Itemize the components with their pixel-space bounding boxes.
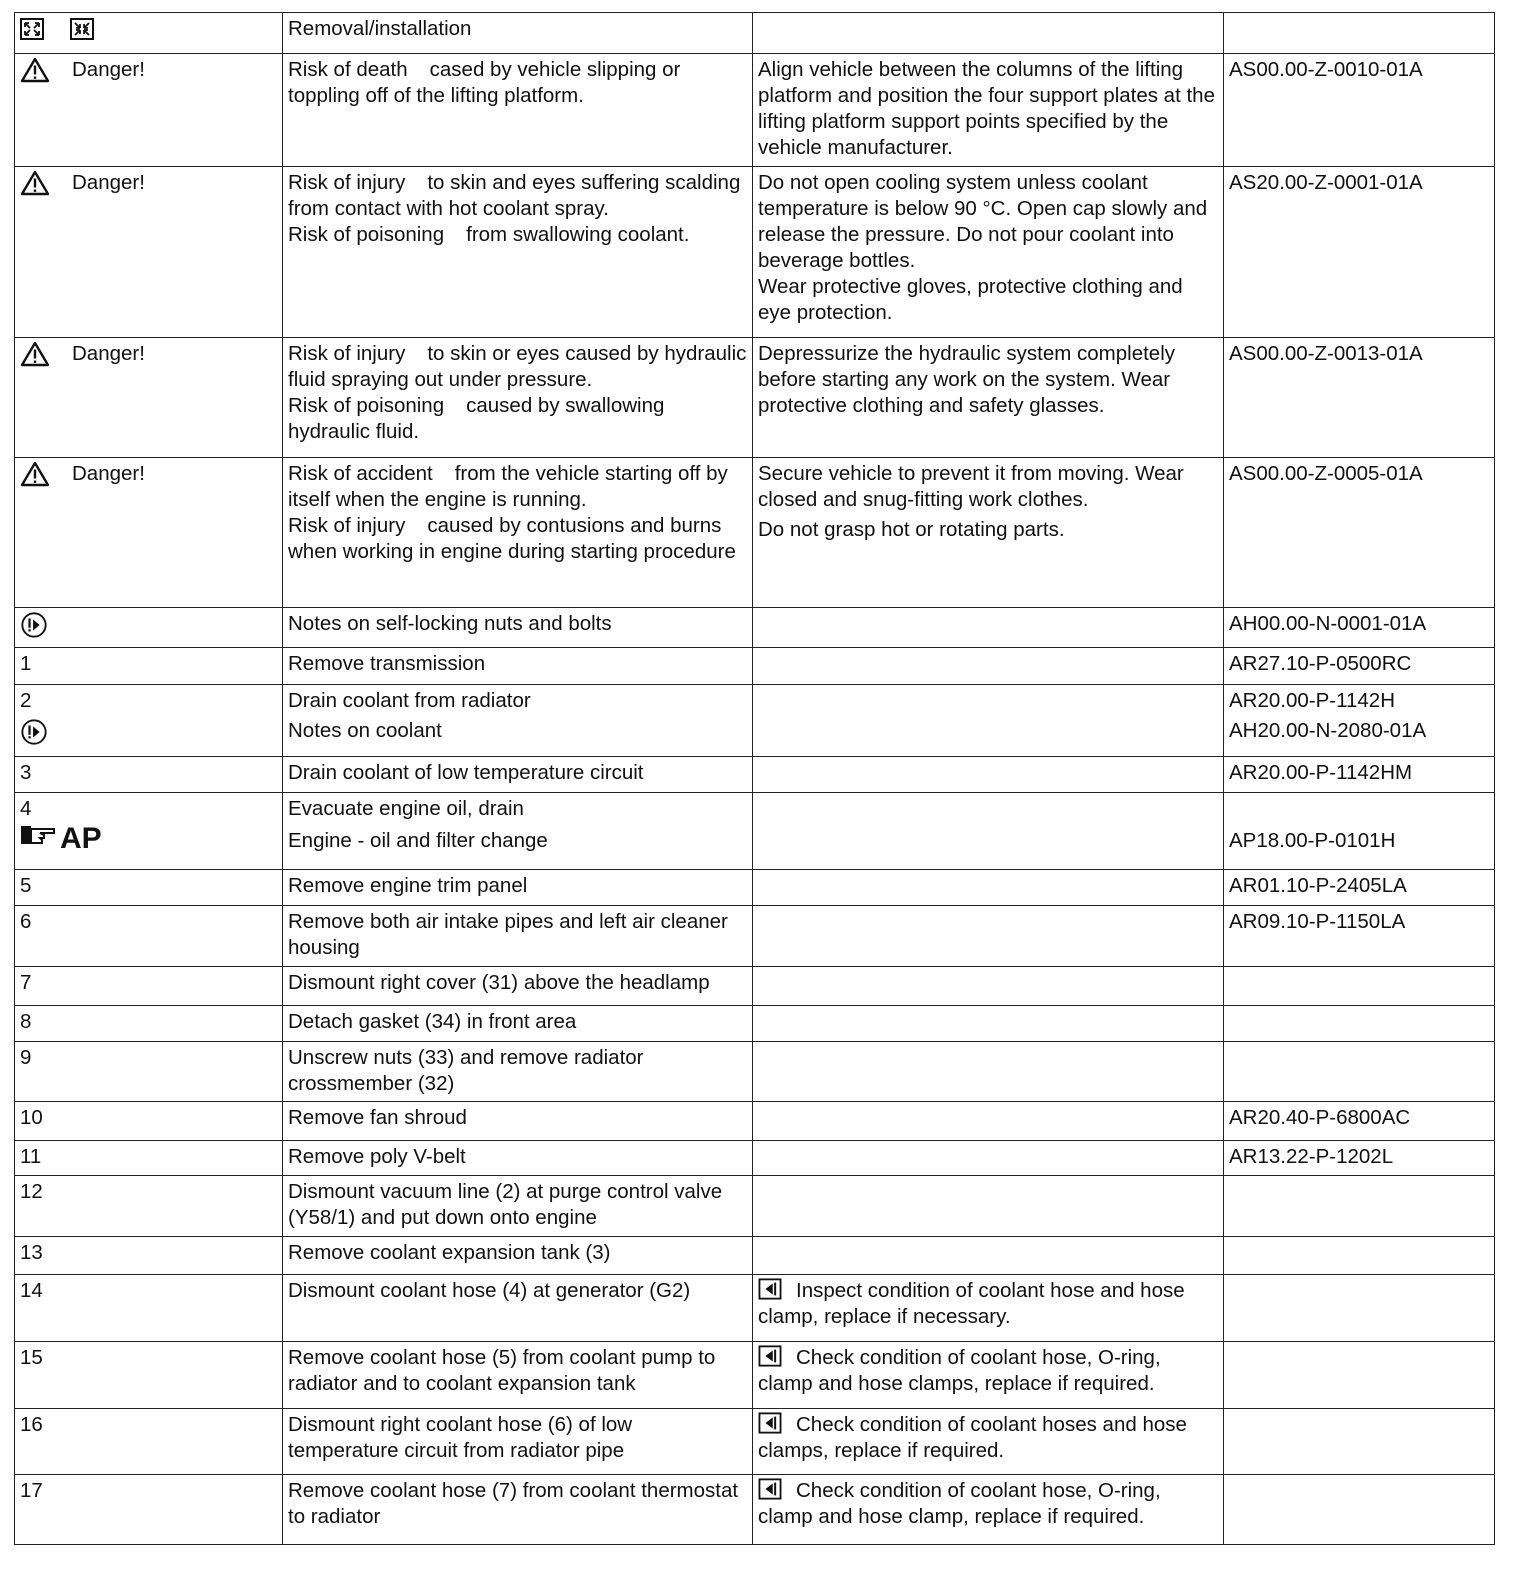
danger-label: Danger! — [72, 342, 145, 365]
step-text: Evacuate engine oil, drain — [288, 797, 524, 820]
step-row — [15, 1275, 1495, 1342]
step-number: 9 — [15, 1042, 283, 1102]
remedy-text: Do not open cooling system unless coolant temperature is below 90 °C. Open cap slowly and release the pressure. Do not pour coolant into beverage bottles. — [758, 171, 1208, 272]
danger-label: Danger! — [72, 58, 145, 81]
check-text: Inspect condition of coolant hose and hose clamp, replace if necessary. — [758, 1279, 1185, 1328]
reference-link[interactable]: AR20.00-P-1142H — [1229, 689, 1395, 712]
risk-cell — [283, 458, 753, 608]
header-icons-cell — [15, 13, 283, 54]
step-number: 1 — [15, 648, 283, 685]
risk-keyword: Risk of poisoning — [288, 223, 445, 246]
reference-link[interactable]: AS00.00-Z-0005-01A — [1229, 462, 1423, 485]
danger-row — [15, 54, 1495, 167]
remedy-text: Wear protective gloves, protective clothing and eye protection. — [758, 275, 1183, 324]
note-row — [15, 608, 1495, 648]
risk-cell — [283, 167, 753, 338]
reference-link[interactable]: AR13.22-P-1202L — [1229, 1145, 1394, 1168]
step-number: 5 — [15, 870, 283, 906]
step-number: 8 — [15, 1006, 283, 1042]
warning-triangle-icon — [20, 341, 50, 367]
step-row — [15, 648, 1495, 685]
remedy-cell — [753, 167, 1224, 338]
step-text: Remove coolant hose (7) from coolant thermostat to radiator — [283, 1475, 753, 1545]
step-text: Drain coolant from radiator — [288, 689, 531, 712]
note-icon — [20, 611, 277, 639]
risk-text: from swallowing coolant. — [466, 223, 690, 246]
step-number: 10 — [15, 1102, 283, 1141]
risk-text: caused by swallowing hydraulic fluid. — [288, 394, 665, 443]
reference-link[interactable]: AH20.00-N-2080-01A — [1229, 719, 1427, 742]
step-number: 11 — [15, 1141, 283, 1176]
step-text: Dismount right cover (31) above the headlamp — [283, 967, 753, 1006]
step-row — [15, 685, 1495, 757]
danger-row — [15, 167, 1495, 338]
check-text: Check condition of coolant hose, O-ring, clamp and hose clamps, replace if required. — [758, 1346, 1161, 1395]
step-text: Remove transmission — [283, 648, 753, 685]
remedy-text: Do not grasp hot or rotating parts. — [758, 518, 1065, 541]
risk-keyword: Risk of accident — [288, 462, 433, 485]
step-number: 13 — [15, 1237, 283, 1275]
risk-keyword: Risk of injury — [288, 514, 406, 537]
step-text: Remove poly V-belt — [283, 1141, 753, 1176]
step-text: Dismount vacuum line (2) at purge control valve (Y58/1) and put down onto engine — [283, 1176, 753, 1237]
reference-link[interactable]: AS20.00-Z-0001-01A — [1229, 171, 1423, 194]
step-row — [15, 1176, 1495, 1237]
reference-link[interactable]: AS00.00-Z-0010-01A — [1229, 58, 1423, 81]
step-text: Remove engine trim panel — [283, 870, 753, 906]
warning-triangle-icon — [20, 57, 50, 83]
risk-text: to skin or eyes caused by hydraulic fluid spraying out under pressure. — [288, 342, 747, 391]
step-text: Remove fan shroud — [283, 1102, 753, 1141]
step-number: 3 — [15, 757, 283, 793]
warning-triangle-icon — [20, 461, 50, 487]
step-row — [15, 1409, 1495, 1475]
step-row — [15, 1042, 1495, 1102]
step-text: Remove coolant hose (5) from coolant pump to radiator and to coolant expansion tank — [283, 1342, 753, 1409]
step-number: 2 — [20, 689, 32, 712]
step-row — [15, 1006, 1495, 1042]
reference-link[interactable]: AR27.10-P-0500RC — [1229, 652, 1412, 675]
removal-icon — [20, 18, 44, 40]
risk-text: from the vehicle starting off by itself when the engine is running. — [288, 462, 728, 511]
step-number: 4 — [20, 797, 32, 820]
step-number: 14 — [15, 1275, 283, 1342]
danger-row — [15, 338, 1495, 458]
step-row — [15, 906, 1495, 967]
step-text: Drain coolant of low temperature circuit — [283, 757, 753, 793]
inspect-icon — [758, 1412, 782, 1434]
step-text: Unscrew nuts (33) and remove radiator crossmember (32) — [283, 1042, 753, 1102]
inspect-icon — [758, 1345, 782, 1367]
pointing-hand-icon — [20, 824, 58, 854]
step-text: Detach gasket (34) in front area — [283, 1006, 753, 1042]
step-number: 15 — [15, 1342, 283, 1409]
reference-link[interactable]: AP18.00-P-0101H — [1229, 829, 1396, 852]
step-text: Dismount right coolant hose (6) of low temperature circuit from radiator pipe — [283, 1409, 753, 1475]
risk-keyword: Risk of poisoning — [288, 394, 445, 417]
note-text: Notes on self-locking nuts and bolts — [283, 608, 753, 648]
risk-keyword: Risk of injury — [288, 342, 406, 365]
installation-icon — [70, 18, 94, 40]
reference-cell — [1224, 338, 1495, 458]
step-row — [15, 1102, 1495, 1141]
remedy-cell — [753, 458, 1224, 608]
step-text: Remove both air intake pipes and left air cleaner housing — [283, 906, 753, 967]
step-row — [15, 757, 1495, 793]
reference-cell — [1224, 54, 1495, 167]
risk-text: caused by contusions and burns when working in engine during starting procedure — [288, 514, 736, 563]
step-row — [15, 870, 1495, 906]
procedure-table — [14, 12, 1495, 1545]
step-text: Dismount coolant hose (4) at generator (G2) — [283, 1275, 753, 1342]
inspect-icon — [758, 1278, 782, 1300]
check-text: Check condition of coolant hoses and hose clamps, replace if required. — [758, 1413, 1187, 1462]
reference-cell — [1224, 458, 1495, 608]
danger-label: Danger! — [72, 462, 145, 485]
step-text: Remove coolant expansion tank (3) — [283, 1237, 753, 1275]
danger-row — [15, 458, 1495, 608]
ap-text: Engine - oil and filter change — [288, 829, 548, 852]
step-row — [15, 1342, 1495, 1409]
remedy-cell — [753, 338, 1224, 458]
note-icon — [20, 718, 277, 746]
check-text: Check condition of coolant hose, O-ring, clamp and hose clamp, replace if required. — [758, 1479, 1161, 1528]
reference-link[interactable]: AR20.40-P-6800AC — [1229, 1106, 1411, 1129]
step-row — [15, 1475, 1495, 1545]
reference-cell — [1224, 167, 1495, 338]
step-row — [15, 793, 1495, 870]
step-row — [15, 1141, 1495, 1176]
remedy-text: Depressurize the hydraulic system completely before starting any work on the system. Wear protective clothing and safety glasses. — [758, 342, 1175, 417]
header-row — [15, 13, 1495, 54]
step-number: 17 — [15, 1475, 283, 1545]
remedy-text: Align vehicle between the columns of the lifting platform and position the four support plates at the lifting platform support points specified by the vehicle manufacturer. — [758, 58, 1215, 159]
ap-label: AP — [60, 822, 102, 855]
step-row — [15, 1237, 1495, 1275]
risk-text: to skin and eyes suffering scalding from contact with hot coolant spray. — [288, 171, 741, 220]
step-number: 12 — [15, 1176, 283, 1237]
risk-text: cased by vehicle slipping or toppling off of the lifting platform. — [288, 58, 681, 107]
inspect-icon — [758, 1478, 782, 1500]
warning-triangle-icon — [20, 170, 50, 196]
step-number: 16 — [15, 1409, 283, 1475]
step-number: 7 — [15, 967, 283, 1006]
risk-keyword: Risk of injury — [288, 171, 406, 194]
reference-link[interactable]: AR09.10-P-1150LA — [1229, 910, 1406, 933]
remedy-cell — [753, 54, 1224, 167]
reference-link[interactable]: AH00.00-N-0001-01A — [1229, 612, 1427, 635]
note-text: Notes on coolant — [288, 719, 442, 742]
page-title: Removal/installation — [283, 13, 753, 54]
remedy-text: Secure vehicle to prevent it from moving. Wear closed and snug-fitting work clothes. — [758, 462, 1184, 511]
step-row — [15, 967, 1495, 1006]
step-number: 6 — [15, 906, 283, 967]
risk-keyword: Risk of death — [288, 58, 408, 81]
reference-link[interactable]: AS00.00-Z-0013-01A — [1229, 342, 1423, 365]
reference-link[interactable]: AR01.10-P-2405LA — [1229, 874, 1407, 897]
danger-label: Danger! — [72, 171, 145, 194]
risk-cell — [283, 338, 753, 458]
risk-cell — [283, 54, 753, 167]
reference-link[interactable]: AR20.00-P-1142HM — [1229, 761, 1413, 784]
